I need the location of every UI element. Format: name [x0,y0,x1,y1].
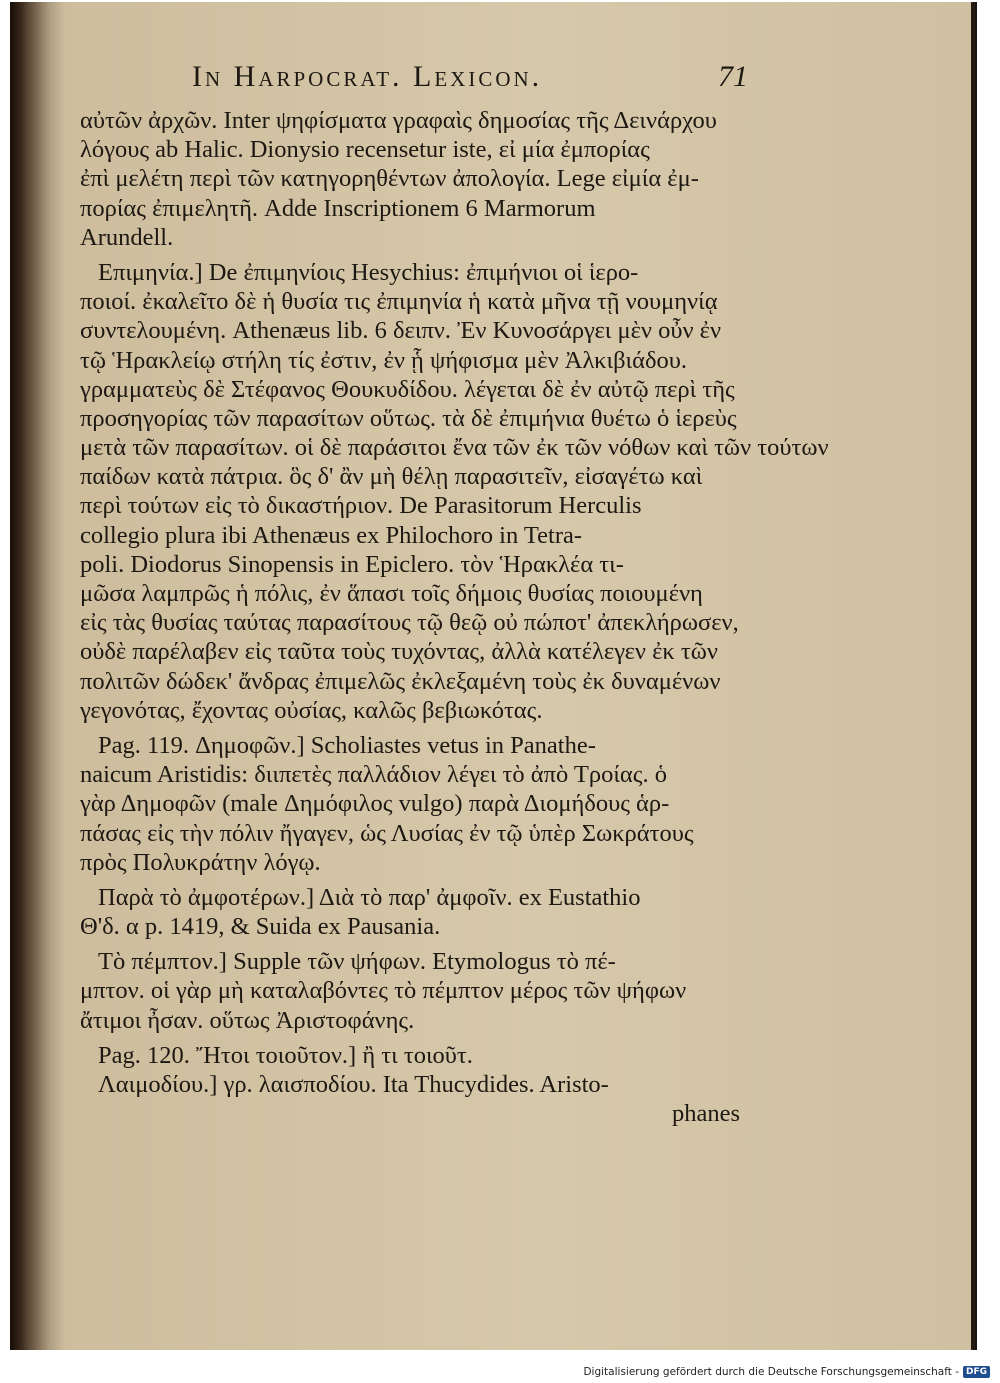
text-line: μῶσα λαμπρῶς ἡ πόλις, ἐν ἅπασι τοῖς δήμοις θυσίας ποιουμένη [80,580,703,607]
text-line: γραμματεὺς δὲ Στέφανος Θουκυδίδου. λέγεται δὲ ἐν αὐτῷ περὶ τῆς [80,375,735,403]
text-line: naicum Aristidis: διιπετὲς παλλάδιον λέγει τὸ ἀπὸ Τροίας. ὁ [80,761,667,789]
text-line: προσηγορίας τῶν παρασίτων οὕτως. τὰ δὲ ἐπιμήνια θυέτω ὁ ἱερεὺς [80,404,737,432]
catchword: phanes [671,1100,740,1128]
lemma-line: Pag. 120. Ἤτοι τοιοῦτον.] ἢ τι τοιοῦτ. [98,1041,473,1069]
lemma-line: Pag. 119. Δημοφῶν.] Scholiastes vetus in Panathe- [98,731,596,759]
text-line: αὐτῶν ἀρχῶν. Inter ψηφίσματα γραφαὶς δημοσίας τῆς Δεινάρχου [80,107,717,134]
text-line: πρὸς Πολυκράτην λόγῳ. [80,848,321,876]
page-number: 71 [718,60,748,93]
dfg-logo-icon: DFG [963,1366,990,1378]
lemma-line: Επιμηνία.] De ἐπιμηνίοις Hesychius: ἐπιμήνιοι οἱ ἱερο- [98,258,639,286]
digitization-credit [520,1364,990,1380]
text-line: πάσας εἰς τὴν πόλιν ἤγαγεν, ὡς Λυσίας ἐν τῷ ὑπὲρ Σωκράτους [80,819,694,847]
text-line: collegio plura ibi Athenæus ex Philochoro in Tetra- [80,521,583,549]
text-line: παίδων κατὰ πάτρια. ὃς δ' ἂν μὴ θέλῃ παρασιτεῖν, εἰσαγέτω καὶ [80,463,703,491]
lemma-line: Τὸ πέμπτον.] Supple τῶν ψήφων. Etymologus τὸ πέ- [98,948,616,976]
text-line: τῷ Ἡρακλείῳ στήλη τίς ἐστιν, ἐν ᾗ ψήφισμα μὲν Ἀλκιβιάδου. [80,346,688,374]
text-line: πολιτῶν δώδεκ' ἄνδρας ἐπιμελῶς ἐκλεξαμένη τοὺς ἐκ δυναμένων [80,667,721,695]
text-line: Θ'δ. α p. 1419, & Suida ex Pausania. [80,913,441,941]
lemma-line: Λαιμοδίου.] γρ. λαισποδίου. Ita Thucydides. Aristo- [98,1071,609,1098]
text-line: ποιοί. ἐκαλεῖτο δὲ ἡ θυσία τις ἐπιμηνία ἡ κατὰ μῆνα τῇ νουμηνίᾳ [80,288,718,316]
page-header [80,60,748,106]
text-line: μετὰ τῶν παρασίτων. οἱ δὲ παράσιτοι ἔνα τῶν ἐκ τῶν νόθων καὶ τῶν τούτων [80,434,829,462]
text-line: εἰς τὰς θυσίας ταύτας παρασίτους τῷ θεῷ οὐ πώποτ' ἀπεκλήρωσεν, [80,609,739,637]
text-line: οὐδὲ παρέλαβεν εἰς ταῦτα τοὺς τυχόντας, ἀλλὰ κατέλεγεν ἐκ τῶν [80,638,718,666]
lemma-line: Παρὰ τὸ ἀμφοτέρων.] Διὰ τὸ παρ' ἀμφοῖν. ex Eustathio [98,883,641,911]
text-line: συντελουμένη. Athenæus lib. 6 δειπν. Ἐν Κυνοσάργει μὲν οὖν ἐν [80,317,722,345]
text-line: λόγους ab Halic. Dionysio recensetur iste, εἰ μία ἐμπορίας [80,136,650,164]
running-head: In Harpocrat. Lexicon. [192,60,543,93]
text-line: γὰρ Δημοφῶν (male Δημόφιλος vulgo) παρὰ Διομήδους ἁρ- [80,790,670,818]
text-line: ἄτιμοι ἦσαν. οὕτως Ἀριστοφάνης. [80,1006,415,1034]
credit-text: Digitalisierung gefördert durch die Deutsche Forschungsgemeinschaft - [583,1366,959,1378]
text-line: γεγονότας, ἔχοντας οὐσίας, καλῶς βεβιωκότας. [80,696,543,724]
binding-gutter [10,2,65,1350]
text-line: μπτον. οἱ γὰρ μὴ καταλαβόντες τὸ πέμπτον μέρος τῶν ψήφων [80,977,687,1005]
text-line: poli. Diodorus Sinopensis in Epiclero. τὸν Ἡρακλέα τι- [80,550,624,578]
text-line: Arundell. [80,223,174,251]
page-text [80,60,829,1128]
text-line: πορίας ἐπιμελητῆ. Adde Inscriptionem 6 Marmorum [80,194,596,222]
text-line: ἐπὶ μελέτη περὶ τῶν κατηγορηθέντων ἀπολογία. Lege εἰμία ἐμ- [80,165,699,193]
text-line: περὶ τούτων εἰς τὸ δικαστήριον. De Parasitorum Herculis [80,492,642,520]
